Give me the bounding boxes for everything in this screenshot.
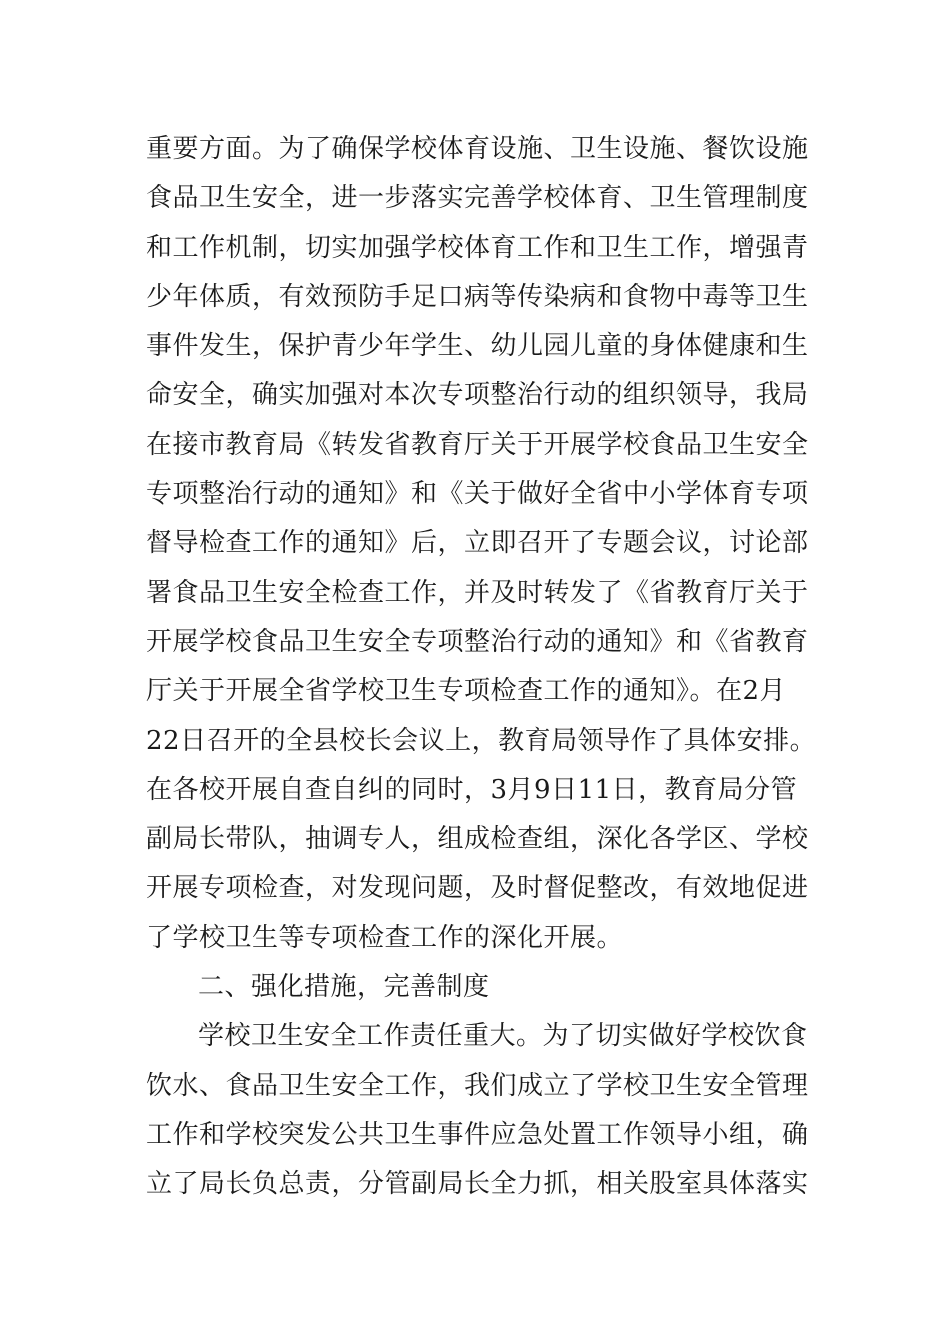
text-line: 署食品卫生安全检查工作，并及时转发了《省教育厅关于: [146, 577, 809, 608]
text-line: 饮水、食品卫生安全工作，我们成立了学校卫生安全管理: [146, 1070, 809, 1101]
text-line: 食品卫生安全，进一步落实完善学校体育、卫生管理制度: [146, 183, 809, 214]
text-line: 在接市教育局《转发省教育厅关于开展学校食品卫生安全: [146, 429, 809, 460]
text-line: 学校卫生安全工作责任重大。为了切实做好学校饮食: [198, 1021, 808, 1052]
text-line: 命安全，确实加强对本次专项整治行动的组织领导，我局: [146, 380, 809, 411]
document-body: [146, 125, 818, 1210]
text-line: 开展学校食品卫生安全专项整治行动的通知》和《省教育: [146, 626, 809, 657]
text-line: 少年体质，有效预防手足口病等传染病和食物中毒等卫生: [146, 281, 809, 312]
text-line: 厅关于开展全省学校卫生专项检查工作的通知》。在2月: [146, 676, 787, 707]
text-line: 在各校开展自查自纠的同时，3月9日11日，教育局分管: [146, 774, 798, 805]
section-heading: 二、强化措施，完善制度: [198, 972, 490, 1003]
text-line: 22日召开的全县校长会议上，教育局领导作了具体安排。: [146, 725, 817, 756]
text-line: 重要方面。为了确保学校体育设施、卫生设施、餐饮设施: [146, 134, 809, 164]
text-line: 和工作机制，切实加强学校体育工作和卫生工作，增强青: [146, 232, 809, 263]
text-line: 立了局长负总责，分管副局长全力抓，相关股室具体落实: [146, 1169, 809, 1200]
text-line: 工作和学校突发公共卫生事件应急处置工作领导小组，确: [146, 1119, 809, 1150]
text-line: 专项整治行动的通知》和《关于做好全省中小学体育专项: [146, 479, 809, 510]
text-line: 开展专项检查，对发现问题，及时督促整改，有效地促进: [146, 873, 809, 904]
text-line: 了学校卫生等专项检查工作的深化开展。: [146, 922, 624, 953]
text-line: 副局长带队，抽调专人，组成检查组，深化各学区、学校: [146, 824, 809, 855]
text-line: 事件发生，保护青少年学生、幼儿园儿童的身体健康和生: [146, 331, 809, 362]
text-line: 督导检查工作的通知》后，立即召开了专题会议，讨论部: [146, 528, 809, 559]
